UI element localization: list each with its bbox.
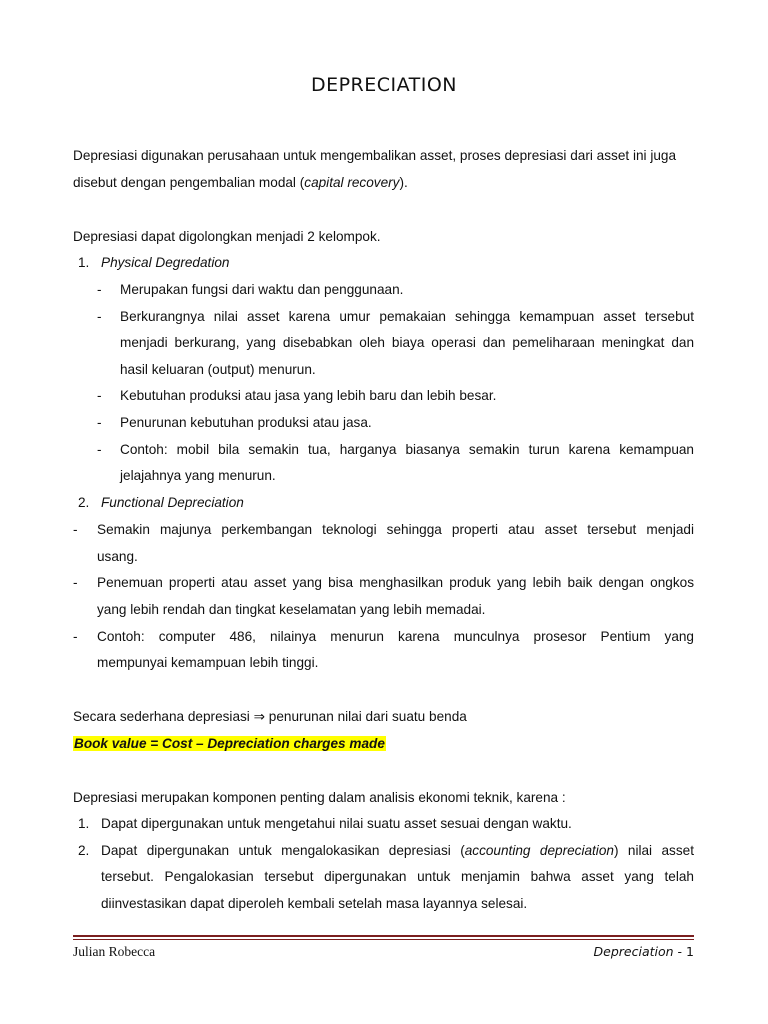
intro-text: disebut dengan pengembalian modal ( [73,175,305,190]
bullet: - [97,442,102,457]
bullet: - [97,388,102,403]
simple-definition [73,708,467,726]
bullet: - [73,575,78,590]
reason-2-text: Dapat dipergunakan untuk mengalokasikan depresiasi ( [101,843,465,858]
list-item: Berkurangnya nilai asset karena umur pemakaian sehingga kemampuan asset tersebut [120,309,694,324]
reason1-number: 1. [78,816,90,831]
list-item-continued: mempunyai kemampuan lebih tinggi. [97,655,319,670]
intro-end: ). [399,175,408,190]
list-item: Semakin majunya perkembangan teknologi sehingga properti atau asset tersebut menjadi [97,522,694,537]
simple-text-end: penurunan nilai dari suatu benda [268,709,467,724]
intro-line-2 [73,174,408,192]
list-item-continued: hasil keluaran (output) menurun. [120,362,316,377]
footer-document-label: Depreciation [593,944,674,959]
formula-line [73,735,386,753]
list-item-continued: yang lebih rendah dan tingkat keselamatan yang lebih memadai. [97,602,486,617]
bullet: - [97,282,102,297]
bullet: - [97,415,102,430]
footer-rule-top [73,935,694,937]
list-item: Penurunan kebutuhan produksi atau jasa. [120,415,372,430]
list-item: Kebutuhan produksi atau jasa yang lebih baru dan lebih besar. [120,388,497,403]
list-item: Contoh: mobil bila semakin tua, harganya biasanya semakin turun karena kemampuan [120,442,694,457]
accounting-depreciation-term: accounting depreciation [464,843,614,858]
bullet: - [97,309,102,324]
footer-page-number: 1 [686,944,694,959]
groups-intro: Depresiasi dapat digolongkan menjadi 2 kelompok. [73,229,381,244]
document-title: DEPRECIATION [310,74,458,96]
list-item: Penemuan properti atau asset yang bisa menghasilkan produk yang lebih baik dengan ongkos [97,575,694,590]
reason-2-line-3: diinvestasikan dapat diperoleh kembali setelah masa layannya selesai. [101,896,528,911]
implies-arrow-icon: ⇒ [253,709,266,725]
group2-title: Functional Depreciation [101,495,244,510]
reason2-number: 2. [78,843,90,858]
list-item-continued: usang. [97,549,138,564]
intro-line-1: Depresiasi digunakan perusahaan untuk mengembalikan asset, proses depresiasi dari asset ini juga [73,148,677,163]
list-item-continued: menjadi berkurang, yang disebabkan oleh biaya operasi dan pemeliharaan meningkat dan [120,335,694,350]
book-value-formula: Book value = Cost – Depreciation charges made [74,736,385,751]
group1-title: Physical Degredation [101,255,230,270]
footer-separator: - [673,944,687,959]
reason-1: Dapat dipergunakan untuk mengetahui nilai suatu asset sesuai dengan waktu. [101,816,572,831]
list-item-continued: jelajahnya yang menurun. [120,468,276,483]
footer-page-label [594,944,694,959]
reason-2-line-1 [101,842,694,860]
bullet: - [73,522,78,537]
capital-recovery-term: capital recovery [304,175,400,190]
reason-2-text-end: ) nilai asset [613,843,694,858]
list-item: Contoh: computer 486, nilainya menurun karena munculnya prosesor Pentium yang [97,629,694,644]
reason-2-line-2: tersebut. Pengalokasian tersebut dipergunakan untuk menjamin bahwa asset yang telah [101,869,694,884]
group2-number: 2. [78,495,90,510]
group1-number: 1. [78,255,90,270]
component-intro: Depresiasi merupakan komponen penting dalam analisis ekonomi teknik, karena : [73,790,566,805]
simple-text: Secara sederhana depresiasi [73,709,250,724]
list-item: Merupakan fungsi dari waktu dan penggunaan. [120,282,404,297]
footer-author: Julian Robecca [73,944,156,959]
footer-rule-bottom [73,939,694,940]
bullet: - [73,629,78,644]
